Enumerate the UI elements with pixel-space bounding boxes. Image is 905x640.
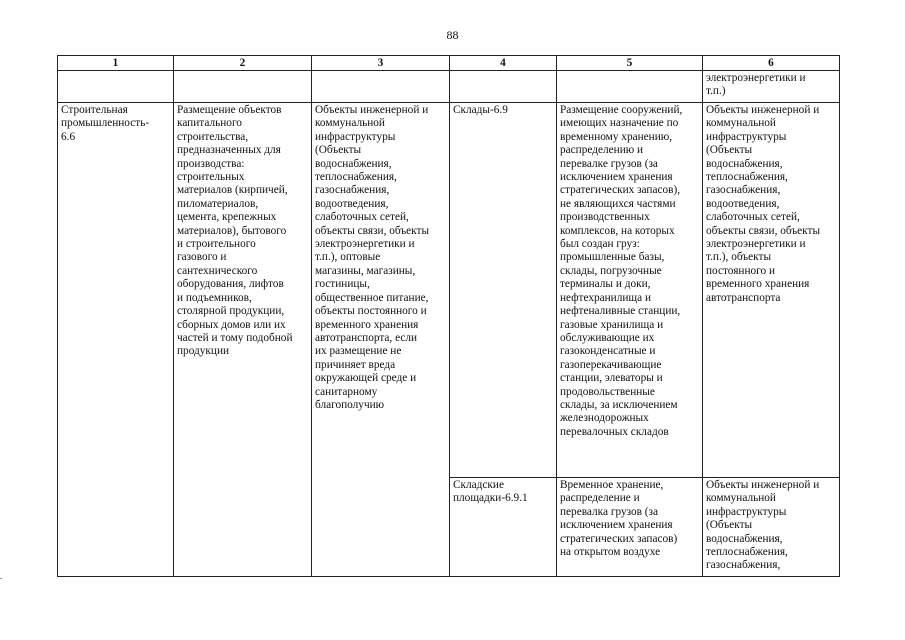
conditional-auxiliary-uses: Объекты инженерной и коммунальной инфраструктуры (Объекты водоснабжения, теплоснабжения, газоснабжения, водоотведения, слаботочных сетей, объекты связи, объекты электроэнергетики и т.п.), объекты постоянного и временного хранения автотранспорта xyxy=(706,104,821,304)
scan-edge-mark xyxy=(0,578,2,579)
table-cell xyxy=(450,478,557,577)
table-cell xyxy=(312,71,450,103)
table-header-row xyxy=(58,56,840,71)
table-cell xyxy=(557,103,703,478)
table-cell xyxy=(557,478,703,577)
table-cell xyxy=(557,71,703,103)
conditional-auxiliary-uses: Объекты инженерной и коммунальной инфраструктуры (Объекты водоснабжения, теплоснабжения, газоснабжения, xyxy=(706,479,820,572)
conditional-use-type: Складские площадки-6.9.1 xyxy=(453,479,528,505)
table-cell xyxy=(450,71,557,103)
table-row xyxy=(58,71,840,103)
header-cell-1: 1 xyxy=(58,56,174,71)
carry-over-text: электроэнергетики и т.п.) xyxy=(706,72,806,98)
table-cell xyxy=(703,71,840,103)
land-use-description: Размещение объектов капитального строительства, предназначенных для производства: строительных материалов (кирпичей, пиломатериалов, цемента, крепежных материалов), бытового и строительного газового и сантехнического оборудования, лифтов и подъемников, столярной продукции, сборных домов или их частей и тому подобной продукции xyxy=(177,104,293,358)
land-use-table xyxy=(57,55,840,577)
table-cell xyxy=(174,71,312,103)
land-use-type: Строительная промышленность- 6.6 xyxy=(61,104,150,143)
table-cell xyxy=(174,103,312,577)
table-row xyxy=(58,103,840,478)
page-number: 88 xyxy=(446,28,459,42)
table-cell xyxy=(703,103,840,478)
table-cell xyxy=(450,103,557,478)
auxiliary-uses: Объекты инженерной и коммунальной инфраструктуры (Объекты водоснабжения, теплоснабжения, газоснабжения, водоотведения, слаботочных сетей, объекты связи, объекты электроэнергетики и т.п.), оптовые магазины, магазины, гостиницы, общественное питание, объекты постоянного и временного хранения автотранспорта, если их размещение не причиняет вреда окружающей среде и санитарному благополучию xyxy=(315,104,430,411)
header-cell-3: 3 xyxy=(312,56,450,71)
table-cell xyxy=(312,103,450,577)
header-cell-6: 6 xyxy=(703,56,840,71)
conditional-use-type: Склады-6.9 xyxy=(453,104,508,116)
table-cell xyxy=(703,478,840,577)
header-cell-4: 4 xyxy=(450,56,557,71)
table-cell xyxy=(58,71,174,103)
header-cell-2: 2 xyxy=(174,56,312,71)
conditional-use-description: Размещение сооружений, имеющих назначение по временному хранению, распределению и перевалке грузов (за исключением хранения стратегических запасов), не являющихся частями производственных комплексов, на которых был создан груз: промышленные базы, склады, погрузочные терминалы и доки, нефтехранилища и нефтеналивные станции, газовые хранилища и обслуживающие их газоконденсатные и газоперекачивающие станции, элеваторы и продовольственные склады, за исключением железнодорожных перевалочных складов xyxy=(560,104,683,438)
conditional-use-description: Временное хранение, распределение и перевалка грузов (за исключением хранения стратегических запасов) на открытом воздухе xyxy=(560,479,678,559)
header-cell-5: 5 xyxy=(557,56,703,71)
table-cell xyxy=(58,103,174,577)
